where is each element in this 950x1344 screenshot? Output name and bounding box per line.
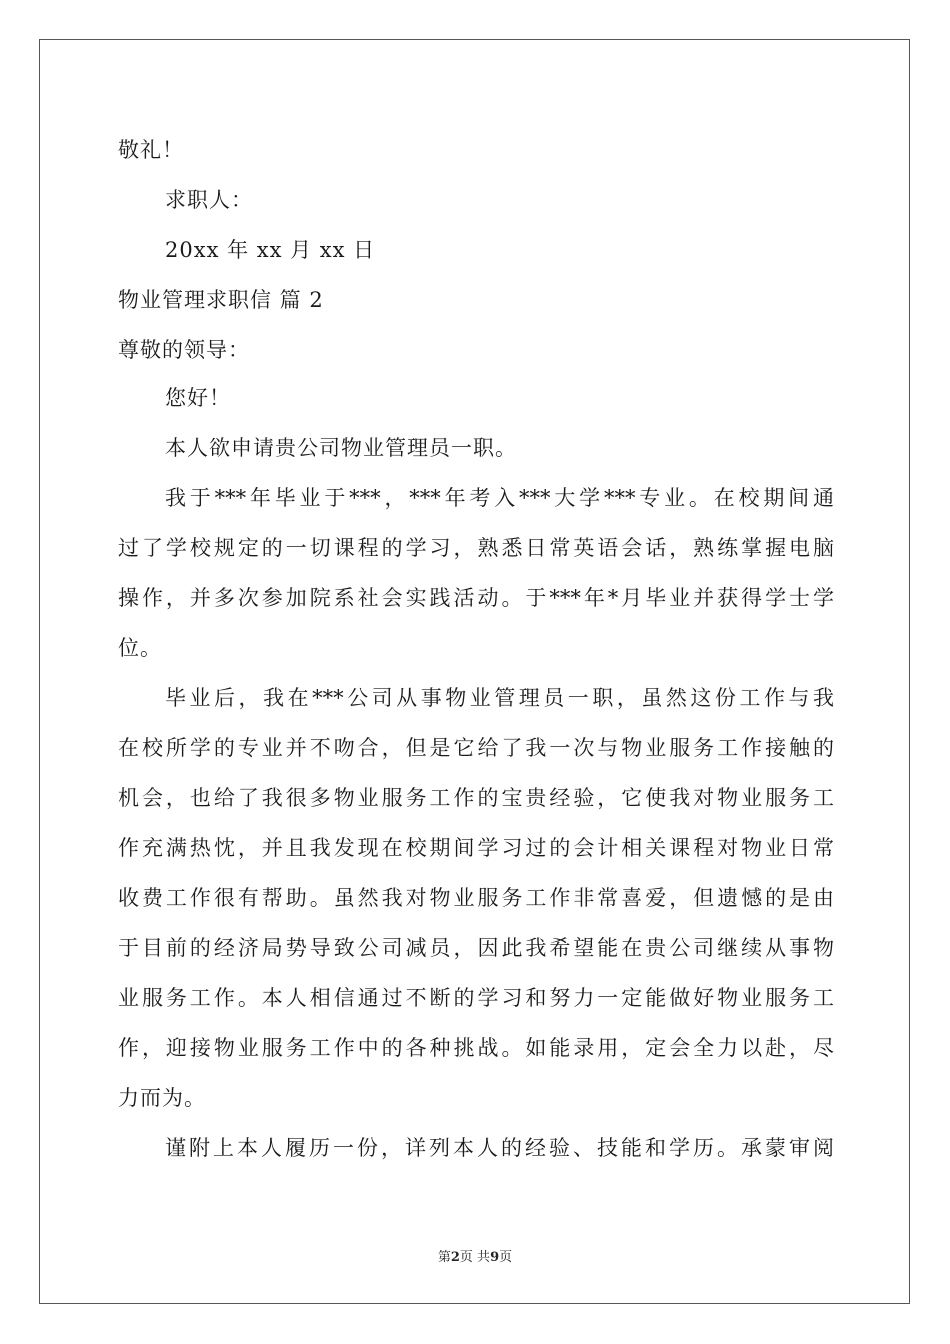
footer-prefix: 第 (437, 1250, 451, 1265)
paragraph-line: 操作，并多次参加院系社会实践活动。于***年*月毕业并获得学士学 (118, 586, 834, 610)
footer-mid: 页 共 (459, 1250, 491, 1265)
footer-suffix: 页 (499, 1250, 513, 1265)
intro-sentence: 本人欲申请贵公司物业管理员一职。 (165, 436, 517, 460)
paragraph-line: 在校所学的专业并不吻合，但是它给了我一次与物业服务工作接触的 (118, 736, 834, 760)
applicant-label: 求职人： (165, 188, 253, 212)
paragraph-line: 业服务工作。本人相信通过不断的学习和努力一定能做好物业服务工 (118, 986, 834, 1010)
paragraph-line: 机会，也给了我很多物业服务工作的宝贵经验，它使我对物业服务工 (118, 786, 834, 810)
letter-date: 20xx 年 xx 月 xx 日 (165, 238, 376, 262)
footer-current-page: 2 (450, 1250, 460, 1265)
paragraph-line: 我于***年毕业于***，***年考入***大学***专业。在校期间通 (165, 486, 834, 510)
paragraph-line: 于目前的经济局势导致公司减员，因此我希望能在贵公司继续从事物 (118, 936, 834, 960)
paragraph-line: 位。 (118, 636, 162, 660)
page-number-footer (0, 1246, 950, 1265)
salutation: 尊敬的领导： (118, 338, 250, 362)
paragraph-line: 毕业后，我在***公司从事物业管理员一职，虽然这份工作与我 (165, 686, 834, 710)
paragraph-line: 力而为。 (118, 1086, 206, 1110)
section-title: 物业管理求职信 篇 2 (118, 288, 324, 312)
greeting: 您好！ (165, 386, 231, 410)
paragraph-line: 收费工作很有帮助。虽然我对物业服务工作非常喜爱，但遗憾的是由 (118, 886, 834, 910)
page-border (39, 39, 910, 1304)
paragraph-line: 谨附上本人履历一份，详列本人的经验、技能和学历。承蒙审阅 (165, 1136, 834, 1160)
paragraph-line: 作，迎接物业服务工作中的各种挑战。如能录用，定会全力以赴，尽 (118, 1036, 834, 1060)
paragraph-line: 过了学校规定的一切课程的学习，熟悉日常英语会话，熟练掌握电脑 (118, 536, 834, 560)
paragraph-line: 作充满热忱，并且我发现在校期间学习过的会计相关课程对物业日常 (118, 836, 834, 860)
footer-total-pages: 9 (490, 1250, 500, 1265)
closing-text: 敬礼！ (118, 138, 184, 162)
